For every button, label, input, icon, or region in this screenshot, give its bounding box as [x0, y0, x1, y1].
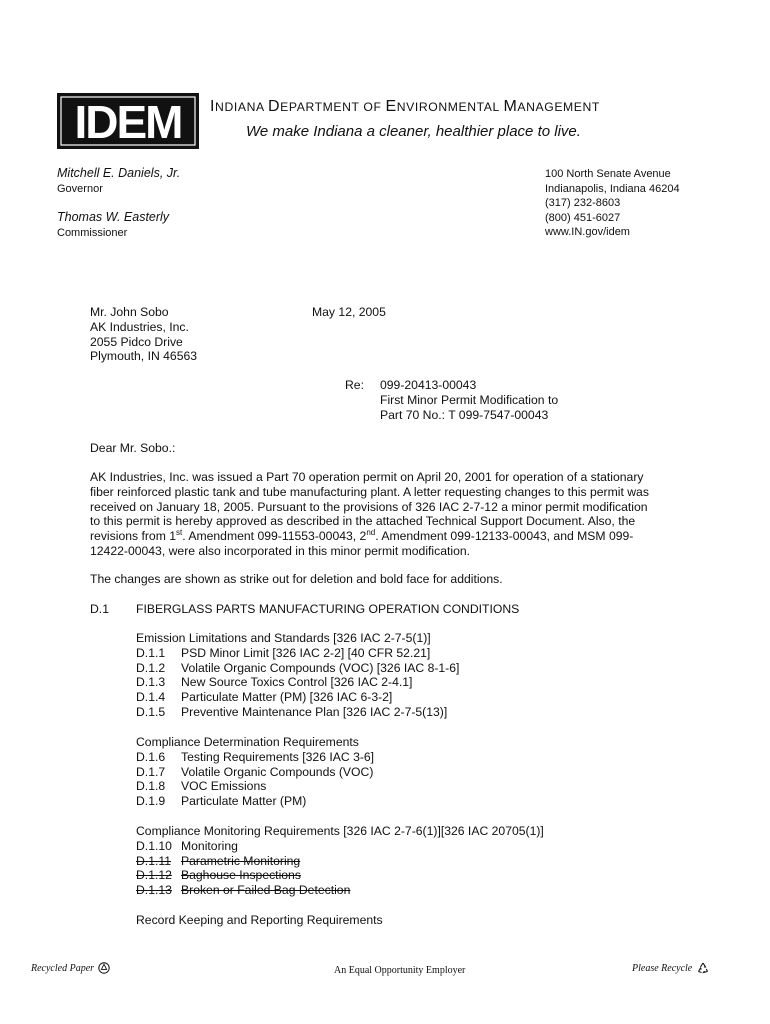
condition-code: D.1.12: [136, 868, 172, 883]
agency-address: [545, 167, 680, 240]
condition-code: D.1.6: [136, 749, 166, 764]
condition-code: D.1.2: [136, 660, 166, 675]
footer-equal-opportunity: An Equal Opportunity Employer: [334, 965, 466, 976]
condition-code: D.1.5: [136, 704, 166, 719]
paragraph-line: fiber reinforced plastic tank and tube manufacturing plant. A letter requesting changes to this permit was: [90, 484, 649, 499]
agency-word-rest: NDIANA: [215, 100, 269, 114]
agency-initial: I: [210, 98, 216, 115]
address-line: Indianapolis, Indiana 46204: [545, 182, 680, 195]
condition-item: [136, 750, 374, 765]
re-line: Part 70 No.: T 099-7547-00043: [380, 407, 549, 422]
agency-initial: D: [268, 98, 281, 115]
condition-text: Baghouse Inspections: [181, 868, 301, 883]
address-line: www.IN.gov/idem: [545, 226, 630, 239]
condition-text: Monitoring: [181, 838, 238, 853]
governor-title: Governor: [57, 183, 103, 195]
letter-date: May 12, 2005: [312, 305, 386, 319]
recycled-paper-icon: [98, 962, 110, 974]
condition-text: New Source Toxics Control [326 IAC 2-4.1]: [181, 675, 413, 690]
footer-please-recycle: [632, 962, 709, 974]
ordinal-suffix: st: [176, 528, 183, 538]
condition-text: Particulate Matter (PM) [326 IAC 6-3-2]: [181, 690, 393, 705]
paragraph-line: [90, 529, 680, 544]
condition-item-deleted: [136, 854, 544, 869]
commissioner-title: Commissioner: [57, 227, 128, 239]
re-subject: [380, 378, 558, 422]
salutation: Dear Mr. Sobo.:: [90, 441, 176, 455]
re-label: Re:: [345, 378, 364, 392]
section-number: D.1: [90, 602, 109, 616]
paragraph-line: to this permit is hereby approved as described in the attached Technical Support Document. Also, the: [90, 514, 636, 529]
footer-recycled-paper: [31, 962, 110, 974]
text-run: revisions from 1: [90, 529, 177, 544]
condition-item: [136, 765, 374, 780]
commissioner-name: Thomas W. Easterly: [57, 210, 170, 224]
recipient-line: 2055 Pidco Drive: [90, 334, 183, 349]
agency-name: [210, 98, 600, 116]
paragraph-line: 12422-00043, were also incorporated in this minor permit modification.: [90, 543, 471, 558]
paragraph-line: AK Industries, Inc. was issued a Part 70 operation permit on April 20, 2001 for operation of a stationary: [90, 470, 644, 484]
recipient-line: Plymouth, IN 46563: [90, 349, 198, 364]
group-heading: Record Keeping and Reporting Requirements: [136, 913, 383, 927]
agency-word-rest: EPARTMENT OF: [280, 100, 386, 114]
idem-logo: [57, 93, 199, 149]
condition-text: Parametric Monitoring: [181, 853, 301, 868]
condition-text: Testing Requirements [326 IAC 3-6]: [181, 749, 375, 764]
condition-code: D.1.10: [136, 838, 172, 853]
group-heading: Emission Limitations and Standards [326 IAC 2-7-5(1)]: [136, 631, 431, 645]
condition-item: [136, 675, 459, 690]
condition-code: D.1.9: [136, 794, 166, 809]
paragraph-line: received on January 18, 2005. Pursuant to the provisions of 326 IAC 2-7-12 a minor permit modification: [90, 499, 648, 514]
re-line: First Minor Permit Modification to: [380, 392, 559, 407]
condition-text: PSD Minor Limit [326 IAC 2-2] [40 CFR 52.21]: [181, 645, 431, 660]
group-heading: Compliance Determination Requirements: [136, 735, 359, 749]
agency-initial: M: [503, 98, 518, 115]
recipient-line: AK Industries, Inc.: [90, 319, 189, 334]
condition-item: [136, 690, 459, 705]
footer-right-text: Please Recycle: [632, 962, 693, 974]
paragraph-permit-approval: [90, 470, 680, 559]
condition-item: [136, 661, 459, 676]
condition-item: [136, 839, 544, 854]
condition-group: [136, 824, 544, 898]
condition-text: VOC Emissions: [181, 779, 267, 794]
recycle-icon: [697, 962, 709, 974]
condition-item-deleted: [136, 883, 544, 898]
condition-code: D.1.7: [136, 764, 166, 779]
agency-initial: E: [385, 98, 397, 115]
condition-code: D.1.3: [136, 675, 166, 690]
ordinal-suffix: nd: [366, 528, 376, 538]
address-line: 100 North Senate Avenue: [545, 168, 671, 180]
logo-text: IDEM: [74, 96, 182, 148]
re-line: 099-20413-00043: [380, 378, 477, 392]
address-line: (800) 451-6027: [545, 211, 621, 224]
paragraph-changes-note: The changes are shown as strike out for deletion and bold face for additions.: [90, 572, 503, 586]
recipient-line: Mr. John Sobo: [90, 305, 169, 319]
condition-code: D.1.1: [136, 645, 166, 660]
tagline: We make Indiana a cleaner, healthier place to live.: [246, 123, 581, 140]
condition-group: [136, 735, 374, 809]
condition-item: [136, 794, 374, 809]
footer-left-text: Recycled Paper: [31, 962, 95, 974]
condition-text: Particulate Matter (PM): [181, 794, 307, 809]
condition-text: Volatile Organic Compounds (VOC) [326 IAC 8-1-6]: [181, 660, 460, 675]
condition-item-deleted: [136, 868, 544, 883]
group-heading: Compliance Monitoring Requirements [326 IAC 2-7-6(1)][326 IAC 20705(1)]: [136, 824, 544, 838]
recipient-address: [90, 305, 197, 364]
condition-code: D.1.11: [136, 853, 172, 868]
condition-text: Preventive Maintenance Plan [326 IAC 2-7-5(13)]: [181, 704, 448, 719]
text-run: . Amendment 099-12133-00043, and MSM 099-: [375, 529, 634, 544]
condition-group: [136, 913, 383, 928]
condition-text: Broken or Failed Bag Detection: [181, 883, 351, 898]
condition-item: [136, 779, 374, 794]
condition-group: [136, 631, 459, 720]
section-title: FIBERGLASS PARTS MANUFACTURING OPERATION CONDITIONS: [136, 602, 520, 616]
condition-item: [136, 646, 459, 661]
condition-text: Volatile Organic Compounds (VOC): [181, 764, 374, 779]
condition-code: D.1.13: [136, 883, 172, 898]
condition-code: D.1.4: [136, 690, 166, 705]
agency-word-rest: ANAGEMENT: [517, 100, 600, 114]
agency-word-rest: NVIRONMENTAL: [396, 100, 504, 114]
governor-name: Mitchell E. Daniels, Jr.: [57, 166, 181, 180]
address-line: (317) 232-8603: [545, 197, 621, 210]
condition-code: D.1.8: [136, 779, 166, 794]
text-run: . Amendment 099-11553-00043, 2: [182, 529, 367, 544]
condition-item: [136, 705, 459, 720]
